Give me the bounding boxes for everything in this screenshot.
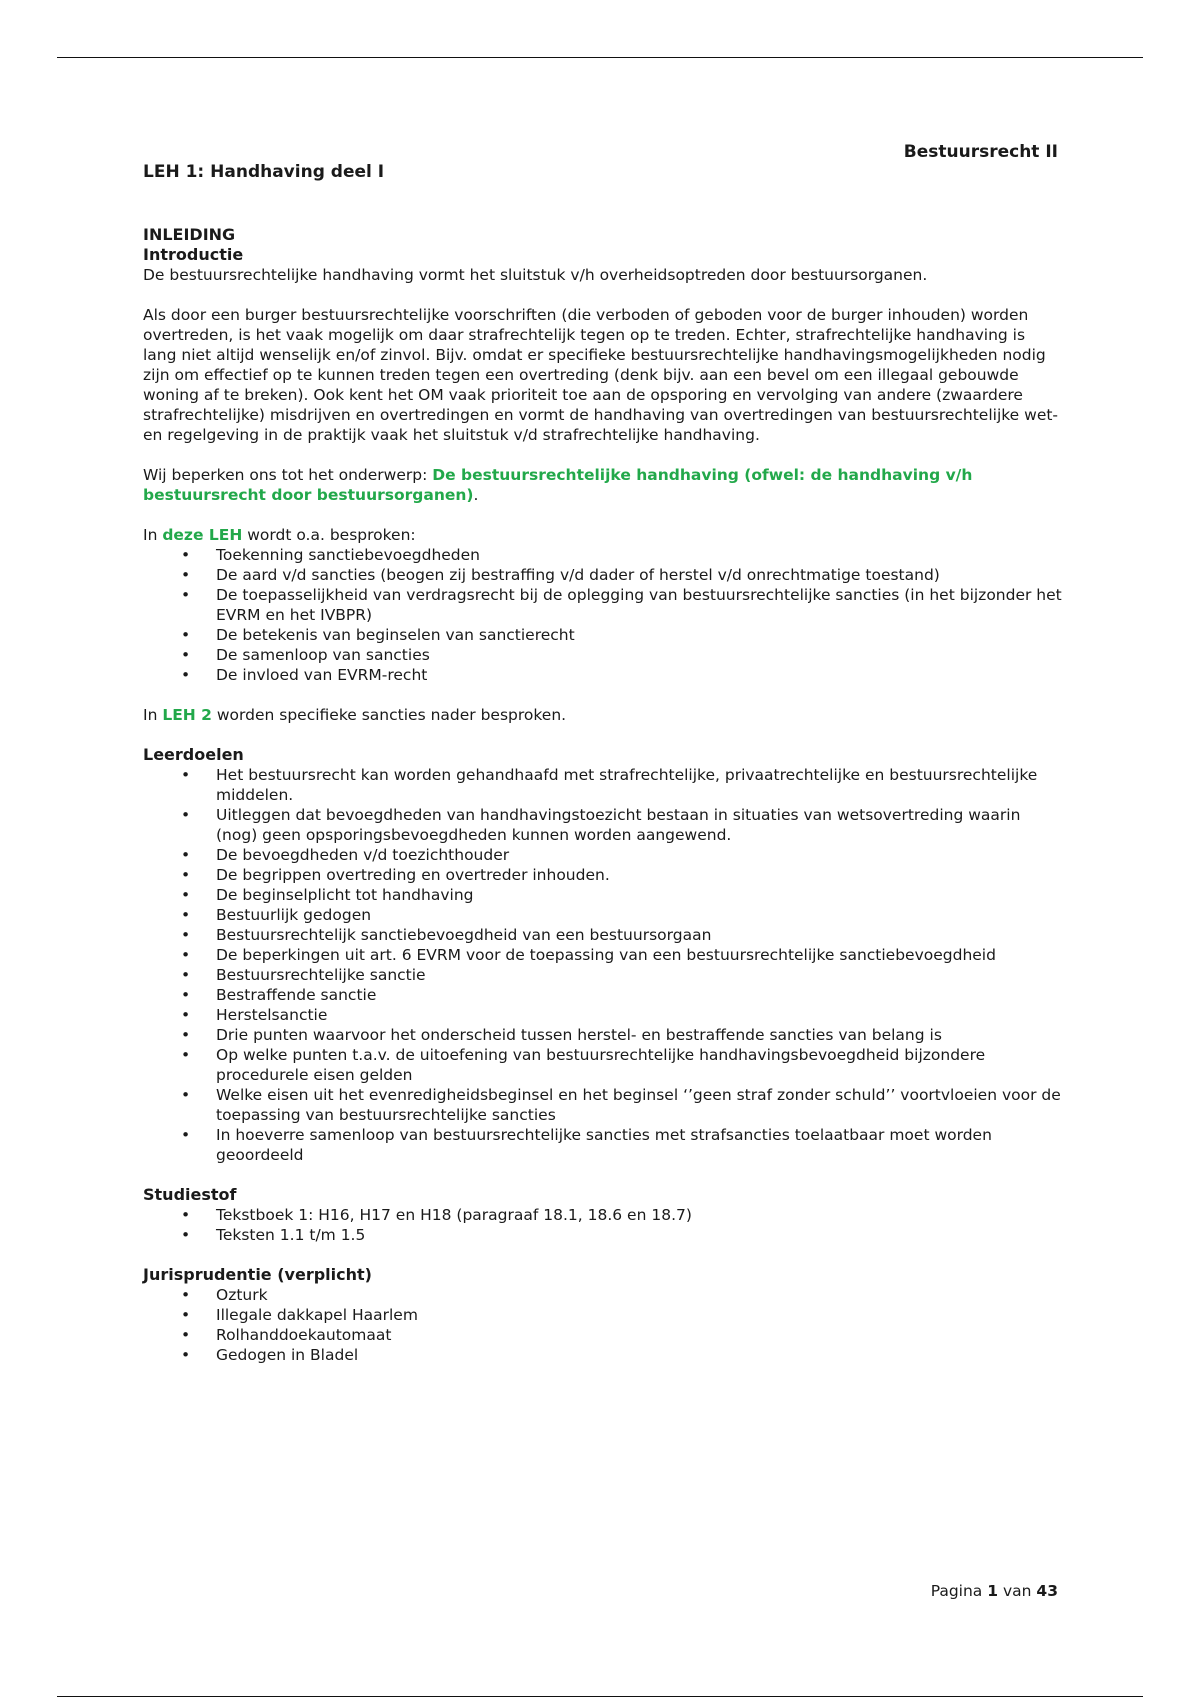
list-item: • Teksten 1.1 t/m 1.5 [143,1225,1063,1245]
list-item: • De invloed van EVRM-recht [143,665,1063,685]
subheading-introductie: Introductie [143,245,244,264]
jurisprudentie-list [143,1285,1063,1365]
list-item: • Gedogen in Bladel [143,1345,1063,1365]
current-page: 1 [987,1582,999,1600]
list-item: • Ozturk [143,1285,1063,1305]
topics-list [143,545,1063,685]
document-body [143,225,1063,1365]
list-item: • De samenloop van sancties [143,645,1063,665]
list-item: • Toekenning sanctiebevoegdheden [143,545,1063,565]
list-item: • Bestuurlijk gedogen [143,905,1063,925]
intro-paragraph: De bestuursrechtelijke handhaving vormt het sluitstuk v/h overheidsoptreden door bestuursorganen. [143,266,928,284]
page-title: LEH 1: Handhaving deel I [143,162,385,182]
list-item: • De aard v/d sancties (beogen zij bestraffing v/d dader of herstel v/d onrechtmatige toestand) [143,565,1063,585]
leh2-suffix: worden specifieke sancties nader besproken. [211,706,567,724]
list-item: • Het bestuursrecht kan worden gehandhaafd met strafrechtelijke, privaatrechtelijke en bestuursrechtelijke middelen. [143,765,1063,805]
leerdoelen-list [143,765,1063,1165]
topics-intro [143,525,1063,545]
list-item: • Uitleggen dat bevoegdheden van handhavingstoezicht bestaan in situaties van wetsovertreding waarin (nog) geen opsporingsbevoegdheden kunnen worden aangewend. [143,805,1063,845]
page-of-label: van [1002,1582,1032,1600]
page-number [931,1582,1058,1600]
list-item: • In hoeverre samenloop van bestuursrechtelijke sancties met strafsancties toelaatbaar moet worden geoordeeld [143,1125,1063,1165]
list-item: • Bestuursrechtelijke sanctie [143,965,1063,985]
list-item: • Illegale dakkapel Haarlem [143,1305,1063,1325]
bottom-rule [57,1696,1143,1697]
total-pages: 43 [1036,1582,1058,1600]
scope-suffix: . [473,486,479,504]
list-item: • De begrippen overtreding en overtreder inhouden. [143,865,1063,885]
subheading-leerdoelen: Leerdoelen [143,745,244,764]
list-item: • De toepasselijkheid van verdragsrecht bij de oplegging van bestuursrechtelijke sancties (in het bijzonder het EVRM en het IVBPR) [143,585,1063,625]
list-item: • Herstelsanctie [143,1005,1063,1025]
list-item: • De beginselplicht tot handhaving [143,885,1063,905]
context-paragraph: Als door een burger bestuursrechtelijke voorschriften (die verboden of geboden voor de burger inhouden) worden overtreden, is het vaak mogelijk om daar strafrechtelijk tegen op te treden. Echter, strafrechtelijke handhaving is lang niet altijd wenselijk en/of zinvol. Bijv. omdat er specifieke bestuursrechtelijke handhavingsmogelijkheden nodig zijn om effectief op te kunnen treden tegen een overtreding (denk bijv. aan een bevel om een illegaal gebouwde woning af te breken). Ook kent het OM vaak prioriteit toe aan de opsporing en vervolging van andere (zwaardere strafrechtelijke) misdrijven en overtredingen en vormt de handhaving van overtredingen van bestuursrechtelijke wet- en regelgeving in de praktijk vaak het sluitstuk v/d strafrechtelijke handhaving. [143,306,1059,444]
studiestof-list [143,1205,1063,1245]
list-item: • Bestuursrechtelijk sanctiebevoegdheid van een bestuursorgaan [143,925,1063,945]
leh2-prefix: In [143,706,163,724]
subheading-jurisprudentie: Jurisprudentie (verplicht) [143,1265,372,1284]
page-label: Pagina [930,1582,983,1600]
list-item: • Tekstboek 1: H16, H17 en H18 (paragraaf 18.1, 18.6 en 18.7) [143,1205,1063,1225]
scope-prefix: Wij beperken ons tot het onderwerp: [143,466,433,484]
leh2-highlight: LEH 2 [162,706,212,724]
section-heading-inleiding: INLEIDING [143,225,236,244]
list-item: • De betekenis van beginselen van sanctierecht [143,625,1063,645]
scope-highlight: De bestuursrechtelijke handhaving (ofwel: de handhaving v/h bestuursrecht door bestuursorganen) [143,466,973,504]
list-item: • Op welke punten t.a.v. de uitoefening van bestuursrechtelijke handhavingsbevoegdheid bijzondere procedurele eisen gelden [143,1045,1063,1085]
list-item: • Drie punten waarvoor het onderscheid tussen herstel- en bestraffende sancties van belang is [143,1025,1063,1045]
top-rule [57,57,1143,58]
list-item: • Bestraffende sanctie [143,985,1063,1005]
list-item: • De beperkingen uit art. 6 EVRM voor de toepassing van een bestuursrechtelijke sanctiebevoegdheid [143,945,1063,965]
scope-paragraph [143,465,1063,505]
topics-suffix: wordt o.a. besproken: [242,526,416,544]
course-title: Bestuursrecht II [903,142,1058,162]
leh2-paragraph [143,705,1063,725]
list-item: • Welke eisen uit het evenredigheidsbeginsel en het beginsel ‘’geen straf zonder schuld’’ voortvloeien voor de toepassing van bestuursrechtelijke sancties [143,1085,1063,1125]
topics-prefix: In [143,526,163,544]
topics-highlight: deze LEH [162,526,243,544]
list-item: • Rolhanddoekautomaat [143,1325,1063,1345]
subheading-studiestof: Studiestof [143,1185,237,1204]
list-item: • De bevoegdheden v/d toezichthouder [143,845,1063,865]
